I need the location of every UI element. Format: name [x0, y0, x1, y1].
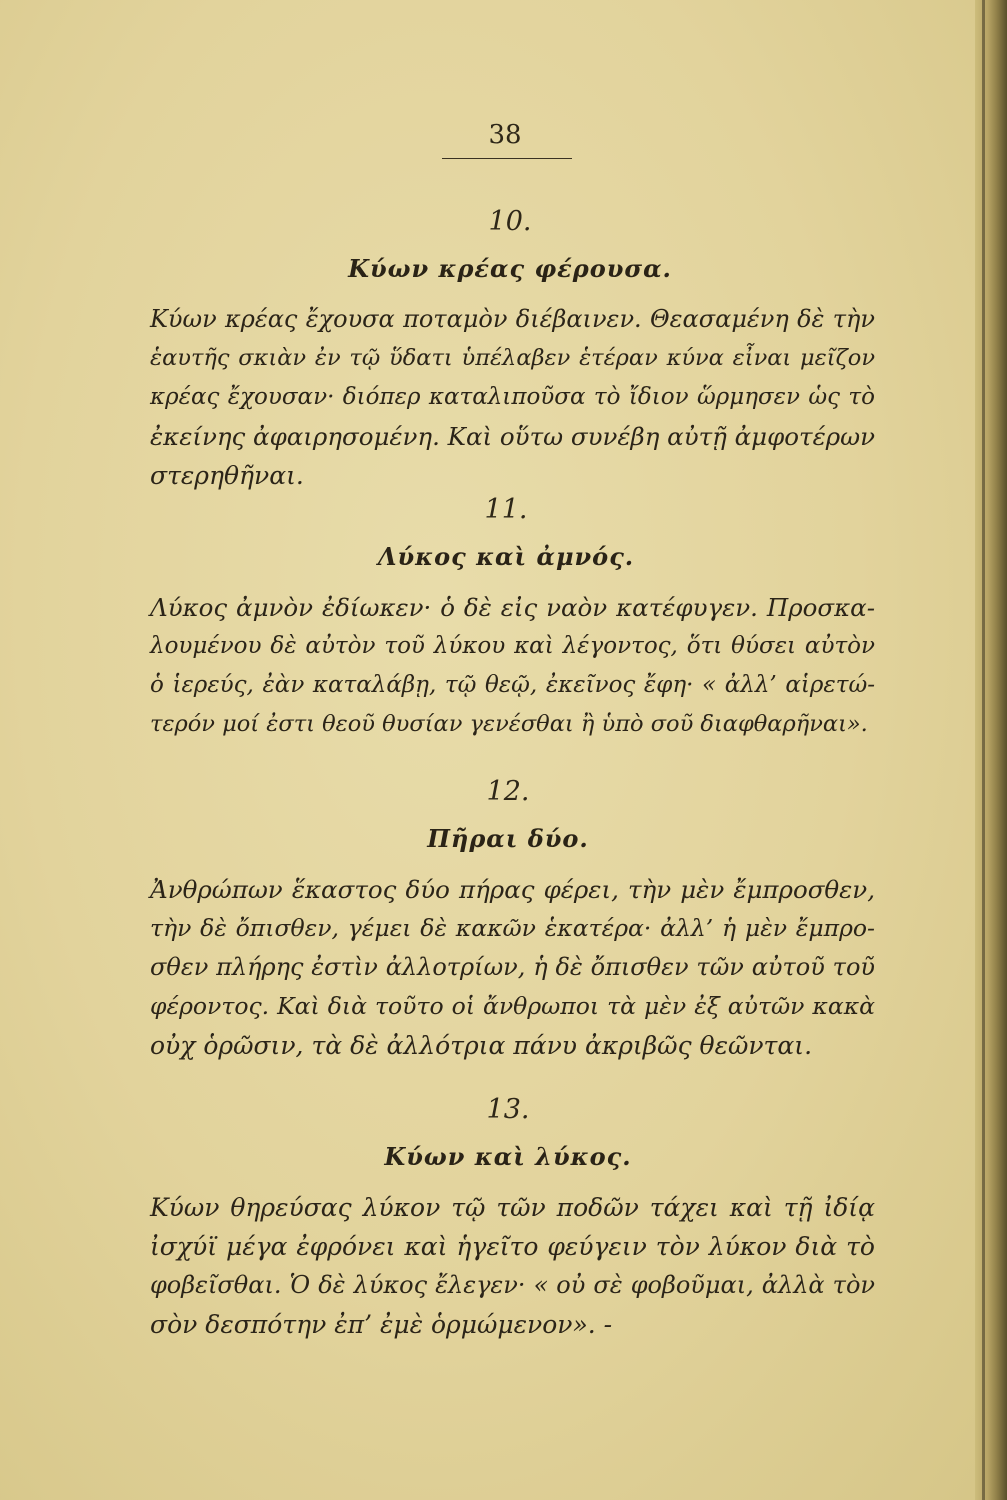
text-line: ὁ ἱερεύς, ἐὰν καταλάβῃ, τῷ θεῷ, ἐκεῖνος ἔφη· « ἀλλ’ αἱρετώ-	[150, 672, 875, 698]
text-line: Κύων κρέας ἔχουσα ποταμὸν διέβαινεν. Θεασαμένη δὲ τὴν	[150, 305, 875, 333]
fable-number: 12.	[486, 776, 530, 807]
fable-number: 11.	[484, 494, 528, 525]
fable-text	[150, 870, 875, 1065]
text-line: φοβεῖσθαι. Ὁ δὲ λύκος ἔλεγεν· « οὐ σὲ φοβοῦμαι, ἀλλὰ τὸν	[150, 1271, 875, 1299]
page-number: 38	[488, 120, 522, 150]
fable-title: Πῆραι δύο.	[427, 824, 589, 853]
text-line: κρέας ἔχουσαν· διόπερ καταλιποῦσα τὸ ἴδιον ὥρμησεν ὡς τὸ	[150, 384, 875, 410]
text-line: ἑαυτῆς σκιὰν ἐν τῷ ὕδατι ὑπέλαβεν ἑτέραν κύνα εἶναι μεῖζον	[150, 345, 875, 371]
fable-title: Κύων κρέας φέρουσα.	[348, 254, 672, 283]
book-edge	[975, 0, 1007, 1500]
text-line: ἐκείνης ἀφαιρησομένη. Καὶ οὕτω συνέβη αὐτῇ ἀμφοτέρων	[150, 422, 875, 451]
fable-number: 13.	[486, 1094, 530, 1125]
text-line: σὸν δεσπότην ἐπ’ ἐμὲ ὁρμώμενον». -	[150, 1310, 613, 1339]
text-line: λουμένου δὲ αὐτὸν τοῦ λύκου καὶ λέγοντος, ὅτι θύσει αὐτὸν	[150, 633, 875, 659]
text-line: στερηθῆναι.	[150, 461, 304, 490]
text-line: Κύων θηρεύσας λύκον τῷ τῶν ποδῶν τάχει καὶ τῇ ἰδίᾳ	[150, 1193, 875, 1222]
fable-text	[150, 588, 875, 744]
text-line: Λύκος ἀμνὸν ἐδίωκεν· ὁ δὲ εἰς ναὸν κατέφυγεν. Προσκα-	[150, 593, 875, 622]
fable-text	[150, 300, 875, 495]
text-line: τερόν μοί ἐστι θεοῦ θυσίαν γενέσθαι ἢ ὑπὸ σοῦ διαφθαρῆναι».	[150, 711, 868, 737]
header-rule	[442, 158, 572, 159]
text-line: Ἀνθρώπων ἕκαστος δύο πήρας φέρει, τὴν μὲν ἔμπροσθεν,	[150, 875, 875, 904]
fable-title: Λύκος καὶ ἀμνός.	[377, 542, 635, 571]
text-line: σθεν πλήρης ἐστὶν ἀλλοτρίων, ἡ δὲ ὄπισθεν τῶν αὐτοῦ τοῦ	[150, 953, 875, 981]
fable-text	[150, 1188, 875, 1344]
text-line: φέροντος. Καὶ διὰ τοῦτο οἱ ἄνθρωποι τὰ μὲν ἐξ αὐτῶν κακὰ	[150, 992, 875, 1020]
text-line: ἰσχύϊ μέγα ἐφρόνει καὶ ἡγεῖτο φεύγειν τὸν λύκον διὰ τὸ	[150, 1232, 875, 1261]
fable-number: 10.	[488, 206, 532, 237]
fable-title: Κύων καὶ λύκος.	[384, 1142, 632, 1171]
page-edge-shadow	[982, 0, 985, 1500]
text-line: τὴν δὲ ὄπισθεν, γέμει δὲ κακῶν ἑκατέρα· ἀλλ’ ἡ μὲν ἔμπρο-	[150, 914, 875, 942]
text-line: οὐχ ὁρῶσιν, τὰ δὲ ἀλλότρια πάνυ ἀκριβῶς θεῶνται.	[150, 1031, 813, 1060]
